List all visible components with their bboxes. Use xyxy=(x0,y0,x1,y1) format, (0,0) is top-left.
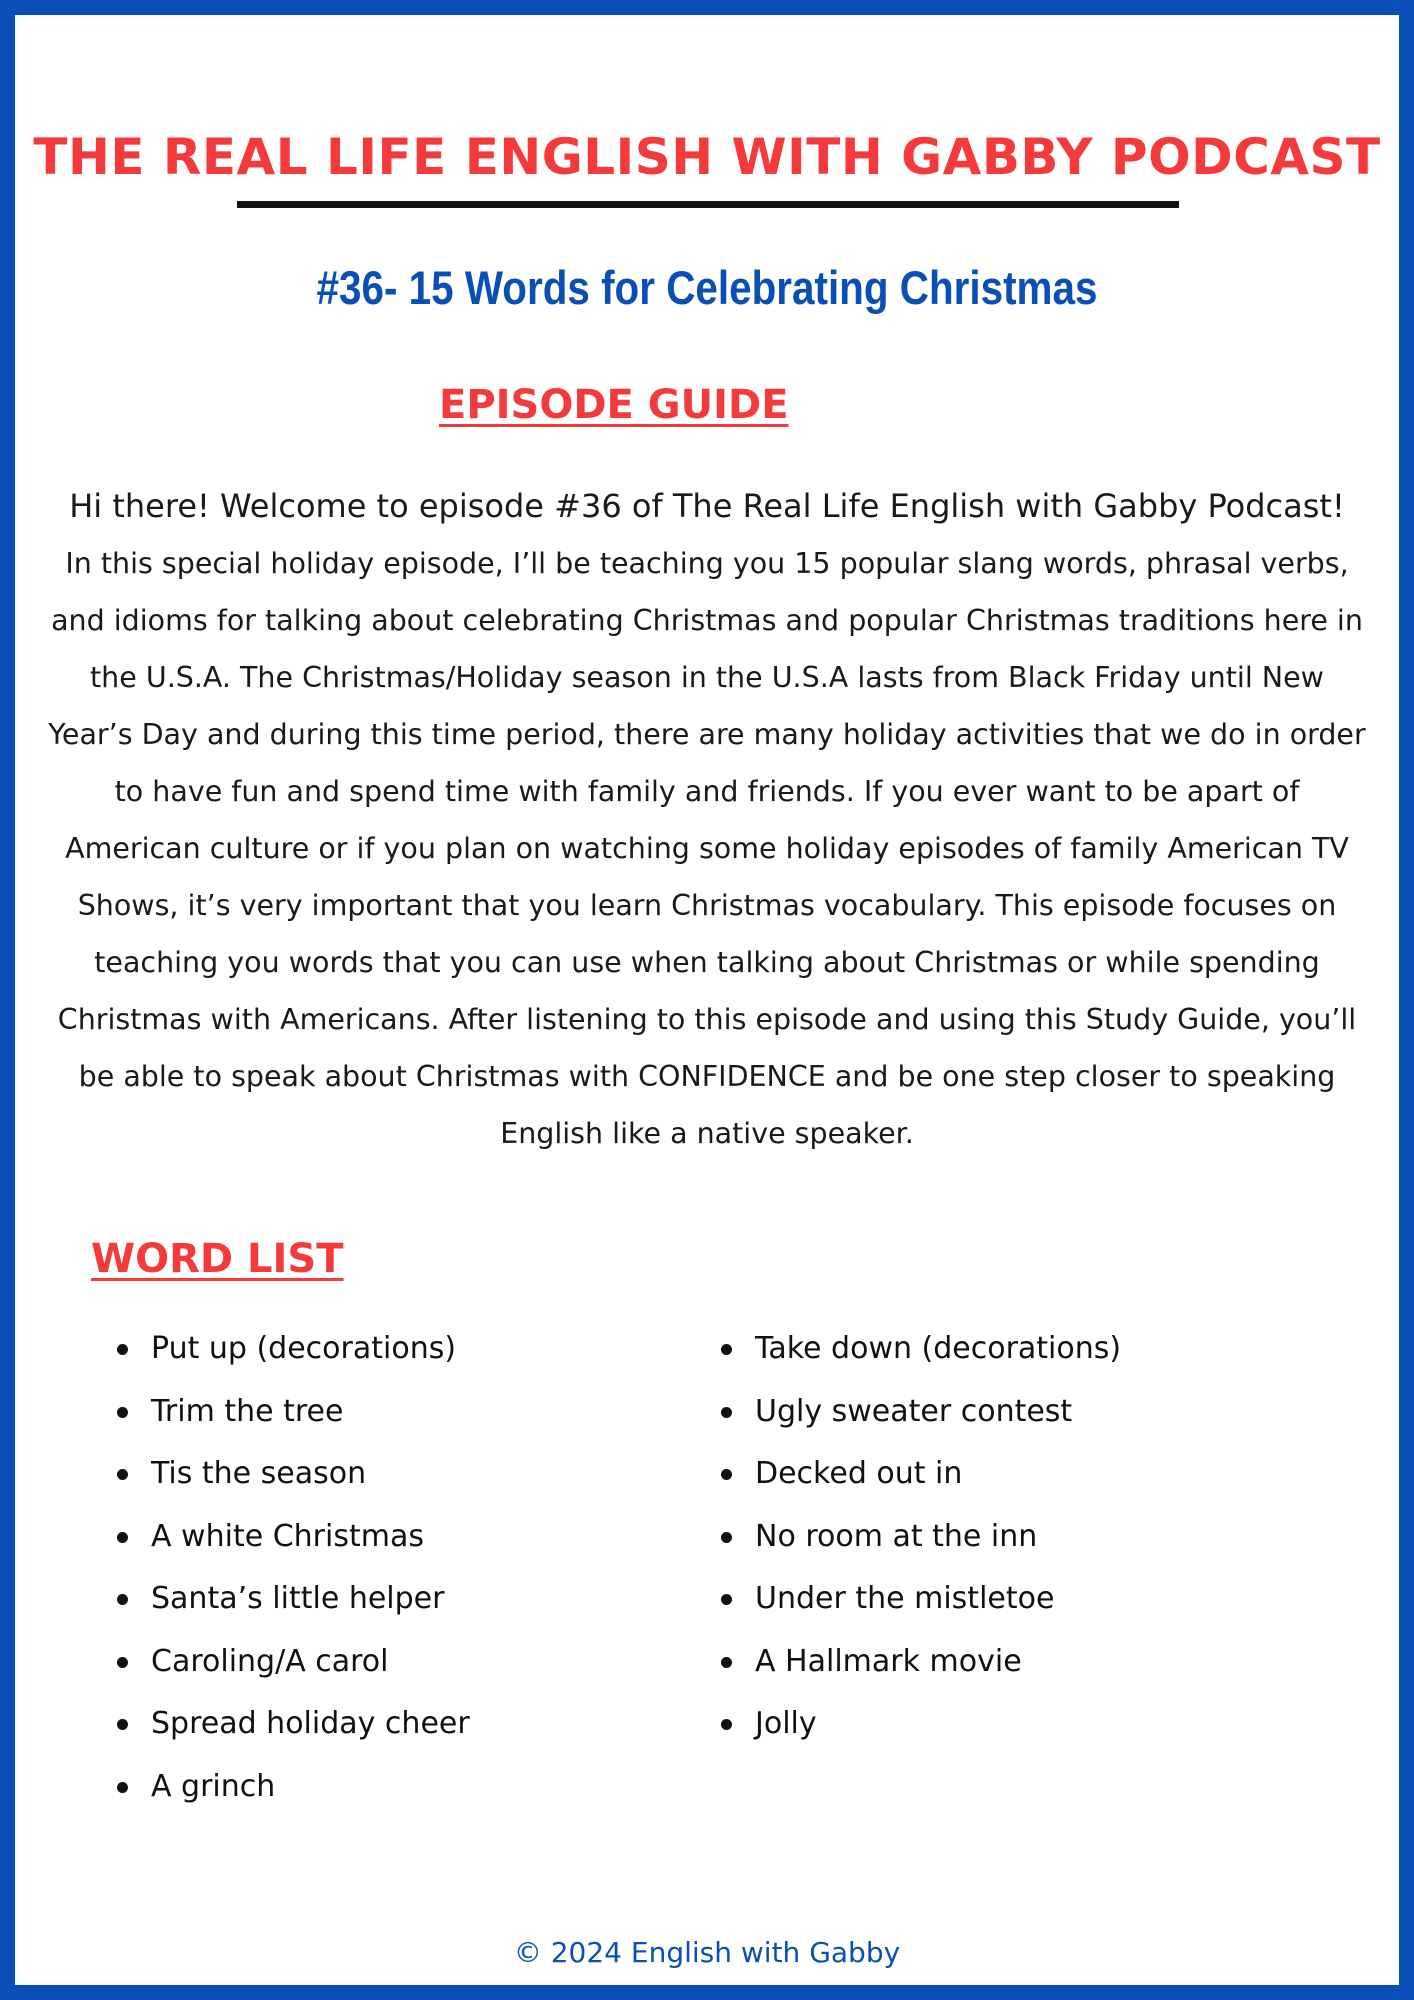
word-list-item xyxy=(719,1448,1319,1511)
word-list-right-column xyxy=(719,1323,1319,1761)
podcast-title: THE REAL LIFE ENGLISH WITH GABBY PODCAST xyxy=(33,128,1381,186)
word-list-item xyxy=(719,1386,1319,1449)
intro-greeting: Hi there! Welcome to episode #36 of The Real Life English with Gabby Podcast! xyxy=(69,487,1345,525)
copyright-footer: © 2024 English with Gabby xyxy=(513,1936,901,1969)
episode-guide-heading: EPISODE GUIDE xyxy=(439,382,789,428)
bullet-icon xyxy=(117,1344,128,1355)
word-list-item-text: Ugly sweater contest xyxy=(755,1393,1073,1429)
word-list-item xyxy=(115,1448,675,1511)
word-list-heading: WORD LIST xyxy=(91,1236,344,1282)
episode-title: #36- 15 Words for Celebrating Christmas xyxy=(316,261,1098,314)
title-divider xyxy=(237,201,1179,208)
word-list-item xyxy=(115,1761,675,1824)
intro-body: In this special holiday episode, I’ll be teaching you 15 popular slang words, phrasal verbs, and idioms for talking about celebrating Christmas and popular Christmas traditions here in the U.S.A. The Christmas/Holiday season in the U.S.A lasts from Black Friday until New Year’s Day and during this time period, there are many holiday activities that we do in order to have fun and spend time with family and friends. If you ever want to be apart of American culture or if you plan on watching some holiday episodes of family American TV Shows, it’s very important that you learn Christmas vocabulary. This episode focuses on teaching you words that you can use when talking about Christmas or while spending Christmas with Americans. After listening to this episode and using this Study Guide, you’ll be able to speak about Christmas with CONFIDENCE and be one step closer to speaking English like a native speaker. xyxy=(48,547,1366,1150)
bullet-icon xyxy=(117,1407,128,1418)
bullet-icon xyxy=(721,1469,732,1480)
word-list-item-text: A Hallmark movie xyxy=(755,1643,1022,1679)
word-list-item xyxy=(719,1636,1319,1699)
bullet-icon xyxy=(721,1657,732,1668)
episode-intro xyxy=(45,477,1369,1162)
word-list-item-text: No room at the inn xyxy=(755,1518,1038,1554)
word-list-item-text: A white Christmas xyxy=(151,1518,424,1554)
bullet-icon xyxy=(721,1407,732,1418)
word-list-item-text: Take down (decorations) xyxy=(755,1331,1122,1366)
bullet-icon xyxy=(117,1469,128,1480)
word-list-item-text: Decked out in xyxy=(755,1456,963,1491)
word-list-item-text: A grinch xyxy=(151,1768,276,1804)
word-list-item-text: Caroling/A carol xyxy=(151,1643,389,1679)
bullet-icon xyxy=(117,1782,128,1793)
word-list-item-text: Under the mistletoe xyxy=(755,1581,1055,1616)
bullet-icon xyxy=(721,1594,732,1605)
bullet-icon xyxy=(721,1344,732,1355)
word-list-item xyxy=(719,1323,1319,1386)
bullet-icon xyxy=(117,1594,128,1605)
word-list-item-text: Put up (decorations) xyxy=(151,1331,457,1366)
word-list-item xyxy=(115,1511,675,1574)
bullet-icon xyxy=(721,1532,732,1543)
word-list-item xyxy=(115,1323,675,1386)
word-list-item-text: Jolly xyxy=(755,1706,817,1741)
bullet-icon xyxy=(117,1657,128,1668)
bullet-icon xyxy=(117,1719,128,1730)
word-list-item-text: Tis the season xyxy=(151,1456,367,1491)
word-list-item xyxy=(115,1636,675,1699)
word-list-item xyxy=(115,1573,675,1636)
word-list-item-text: Trim the tree xyxy=(151,1393,344,1429)
word-list-item-text: Santa’s little helper xyxy=(151,1581,445,1616)
word-list-item xyxy=(115,1698,675,1761)
bullet-icon xyxy=(117,1532,128,1543)
word-list-item xyxy=(115,1386,675,1449)
bullet-icon xyxy=(721,1719,732,1730)
word-list-item xyxy=(719,1511,1319,1574)
word-list-item xyxy=(719,1573,1319,1636)
word-list-left-column xyxy=(115,1323,675,1823)
word-list-item-text: Spread holiday cheer xyxy=(151,1706,470,1741)
word-list-item xyxy=(719,1698,1319,1761)
